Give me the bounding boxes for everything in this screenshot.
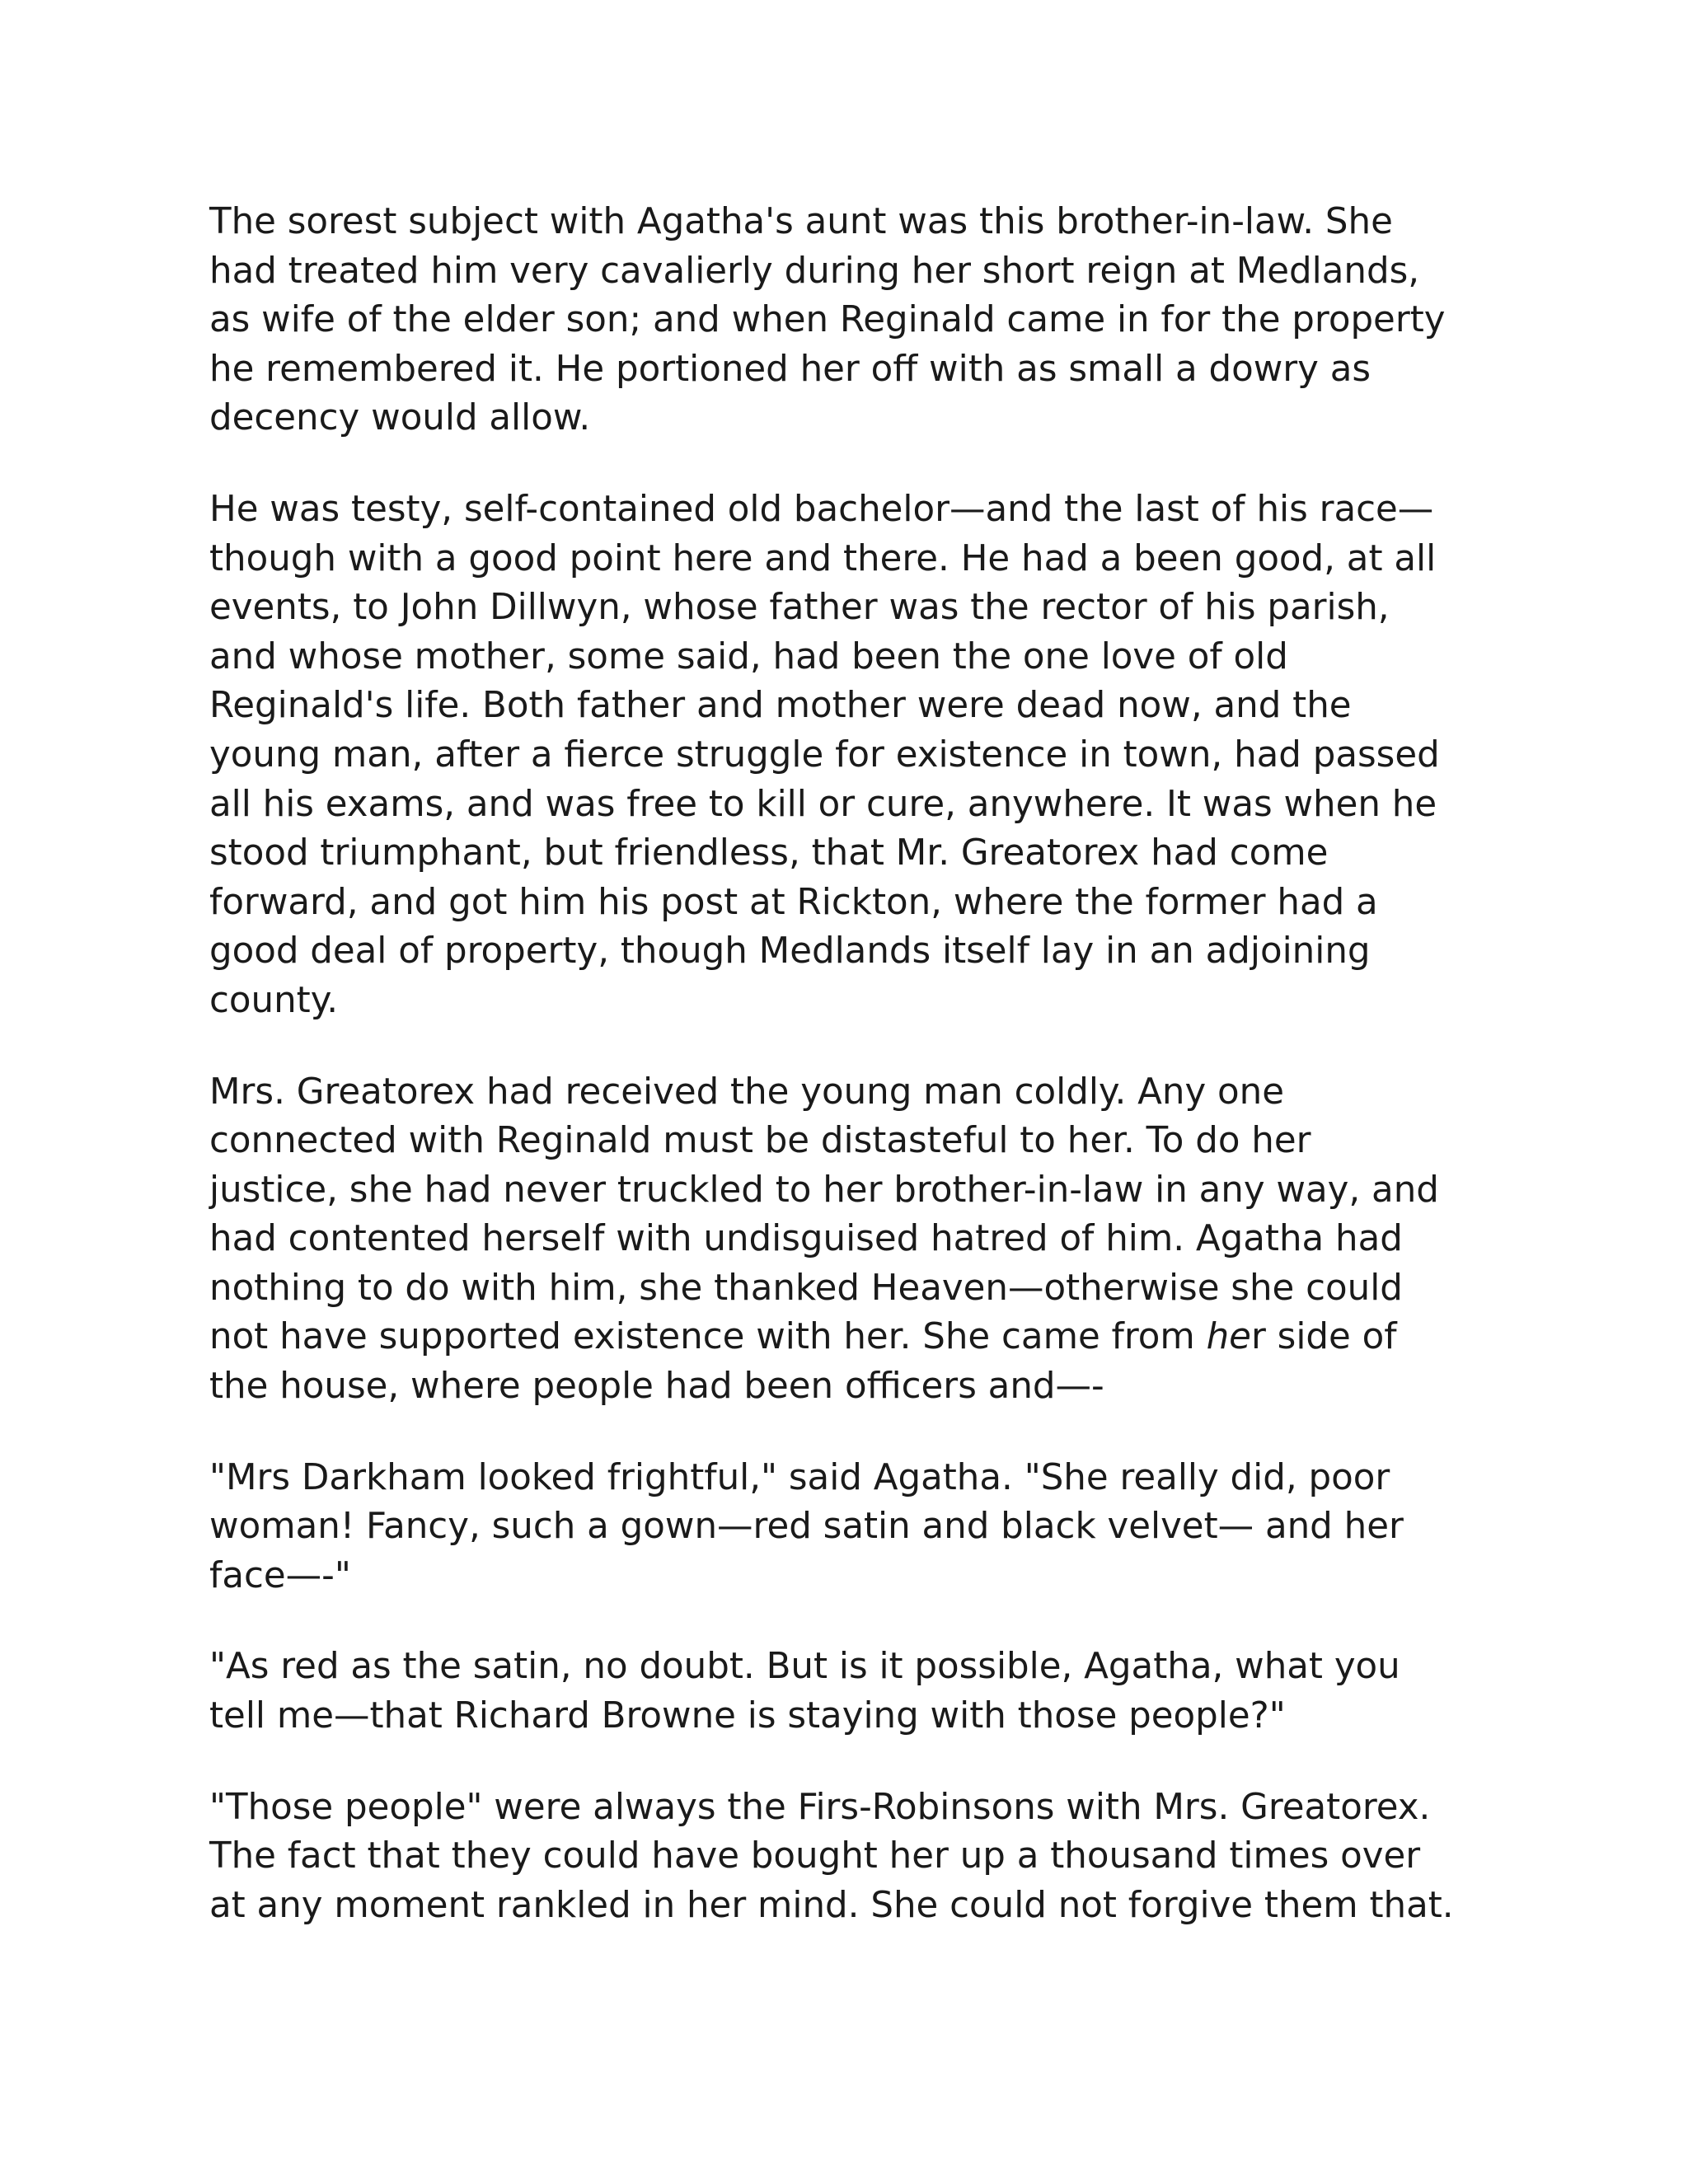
paragraph-5 (209, 1643, 1495, 1741)
text-line: young man, after a fierce struggle for existence in town, had passed (209, 733, 1440, 776)
text-line: and whose mother, some said, had been the one love of old (209, 635, 1288, 677)
text-line: Mrs. Greatorex had received the young man coldly. Any one (209, 1071, 1284, 1113)
text-line: tell me—that Richard Browne is staying with those people?" (209, 1695, 1286, 1737)
text-line: face—-" (209, 1554, 351, 1596)
text-column (209, 198, 1495, 1972)
text-line-mixed (209, 1313, 1495, 1362)
text-line: good deal of property, though Medlands itself lay in an adjoining (209, 930, 1371, 972)
text-line: all his exams, and was free to kill or cure, anywhere. It was when he (209, 783, 1437, 825)
paragraph-3 (209, 1068, 1495, 1412)
paragraph-4 (209, 1454, 1495, 1601)
text-line: "As red as the satin, no doubt. But is it possible, Agatha, what you (209, 1646, 1400, 1688)
text-line: "Mrs Darkham looked frightful," said Agatha. "She really did, poor (209, 1456, 1390, 1498)
text-line: as wife of the elder son; and when Reginald came in for the property (209, 299, 1446, 341)
text-line: he remembered it. He portioned her off with as small a dowry as (209, 348, 1372, 390)
text-line: Reginald's life. Both father and mother were dead now, and the (209, 685, 1352, 727)
text-line: The sorest subject with Agatha's aunt was this brother-in-law. She (209, 201, 1393, 242)
text-line: had contented herself with undisguised hatred of him. Agatha had (209, 1218, 1403, 1260)
text-line: justice, she had never truckled to her brother-in-law in any way, and (209, 1169, 1439, 1211)
text-line: though with a good point here and there. He had a been good, at all (209, 537, 1437, 579)
text-line: county. (209, 979, 339, 1021)
emphasized-text: he (1206, 1316, 1251, 1358)
text-line: connected with Reginald must be distasteful to her. To do her (209, 1120, 1311, 1162)
text-line: decency would allow. (209, 397, 591, 439)
text-line: woman! Fancy, such a gown—red satin and black velvet— and her (209, 1506, 1404, 1548)
text-segment: r side of (1250, 1316, 1397, 1358)
text-line: forward, and got him his post at Rickton, where the former had a (209, 881, 1378, 923)
paragraph-6 (209, 1783, 1495, 1931)
text-line: the house, where people had been officers and—- (209, 1366, 1104, 1408)
text-line: "Those people" were always the Firs-Robinsons with Mrs. Greatorex. (209, 1786, 1431, 1828)
text-line: events, to John Dillwyn, whose father was the rector of his parish, (209, 587, 1390, 629)
text-line: had treated him very cavalierly during her short reign at Medlands, (209, 250, 1420, 292)
text-segment: not have supported existence with her. She came from (209, 1316, 1207, 1358)
text-line: The fact that they could have bought her up a thousand times over (209, 1835, 1421, 1877)
text-line: at any moment rankled in her mind. She could not forgive them that. (209, 1884, 1454, 1926)
paragraph-2 (209, 485, 1495, 1026)
text-line: He was testy, self-contained old bachelor—and the last of his race— (209, 488, 1434, 530)
text-line: nothing to do with him, she thanked Heaven—otherwise she could (209, 1267, 1403, 1309)
text-line: stood triumphant, but friendless, that Mr. Greatorex had come (209, 832, 1329, 874)
paragraph-1 (209, 198, 1495, 443)
